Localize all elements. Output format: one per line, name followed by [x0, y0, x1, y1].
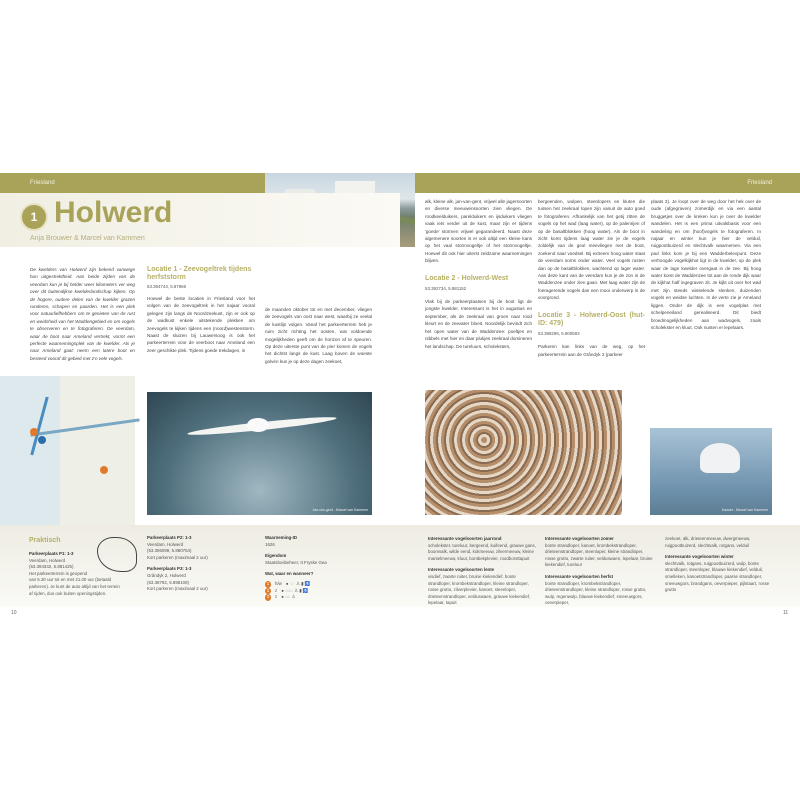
flock-photo: [425, 390, 622, 515]
chapter-title: Holwerd: [54, 196, 173, 229]
coordinates: 53.394743, 5.87966: [147, 284, 187, 289]
symbols-icon: ● ◌◌ ♙: [281, 594, 296, 600]
header-bar-left: [0, 173, 265, 193]
location-number: 3: [266, 594, 270, 600]
label: Wat, waar en wanneer?: [265, 571, 314, 577]
line: Kort parkeren (maximaal 2 uur): [147, 554, 208, 560]
gannet-photo: [147, 392, 372, 515]
parking-p2-p3: [147, 535, 257, 593]
region-label: Friesland: [30, 180, 55, 186]
chapter-number: 1: [20, 203, 48, 231]
location-heading: Locatie 1 - Zeevogeltrek tijdens herfststorm: [147, 266, 252, 281]
gannet-body: [247, 418, 269, 432]
line: parkeren). Je kunt de auto altijd van het terrein: [29, 583, 120, 589]
location-number: 1: [266, 580, 270, 586]
species-list: slechtvalk, rotgans, ruigpootbuizerd, wulp, bonte strandloper, steenloper, blauwe kiekendief, velduil, smelleken, kanoetstrandloper, paarse strandloper, sneeuwgors, brandgans, oeverpieper, pijlstaart, rosse grutto: [665, 560, 770, 593]
species-title: Interessante vogelsoorten jaarrond: [428, 536, 502, 541]
location-text: Hoewel de beste locaties in Friesland voor het volgen van de zeevogeltrek in het najaar vooral gelegen zijn langs de Noordzeekust, zijn er ook op de wadkust enkele uitstekende plekken om zeevogels te kijken tijdens een (noord)westenstorm. Naast de sluizen bij Lauwersoog is ook het parkeerterrein voor de veerboot naar Ameland een zeer geschikte plek. Tijdens goede trekdagen, in: [147, 296, 255, 353]
coordinates: 53.392734, 5.881152: [425, 285, 467, 291]
legend-row: [265, 581, 385, 588]
line: Veerdam, Holwerd: [147, 541, 184, 547]
header-bar-right: [415, 173, 800, 193]
location-heading: Locatie 2 - Holwerd-West: [425, 274, 509, 282]
parking-icon[interactable]: [38, 436, 46, 444]
legend-row: [265, 594, 385, 601]
right-column-2: [538, 198, 645, 358]
parking-title: Parkeerplaats P3: 1-3: [147, 566, 192, 572]
bird: [700, 443, 740, 473]
season: z: [275, 594, 278, 600]
parking-title: Parkeerplaats P1: 1-3: [29, 551, 74, 556]
line: van 5.30 uur tot en met 21.00 uur (betaald: [29, 577, 112, 583]
region-label: Friesland: [747, 180, 772, 186]
marker-icon[interactable]: [30, 428, 38, 436]
line: (53.394342, 5.881425): [29, 564, 74, 570]
species-list: bonte strandloper, kanoet, krombekstrandloper, drieteenstrandloper, steenloper, kleine strandloper, rosse grutto, zwarte ruiter, velduswaen, lepelaar, bruine kiekendief, tureluur: [545, 542, 653, 568]
info-block: [265, 535, 385, 601]
page-number-right: 11: [783, 610, 789, 616]
species-list: zeekoet, alk, drieteenmeeuw, dwergmeeuw, ruigpootbuizerd, slechtvalk, rotgans, velduil: [665, 536, 751, 548]
photo-caption: Jan-van-gent - Marcel van Kammen: [312, 508, 368, 512]
location-number: 2: [266, 587, 270, 593]
species-title: Interessante vogelsoorten herfst: [545, 573, 614, 579]
line: Grândyk 2, Holwerd: [147, 572, 186, 578]
species-col-1: [428, 536, 536, 607]
legend-table: [265, 581, 385, 601]
location-text: Parkeren kan links van de weg, op het parkeerterrein aan de Grândyk 2 (parkeer: [538, 344, 645, 357]
line: af rijden, dus ook buiten openingstijden.: [29, 590, 107, 596]
line: (53.396099, 5.880754): [147, 548, 192, 554]
species-list: bonte strandloper, krombekstrandloper, drieteenstrandloper, kleine strandloper, rosse grutto, wulp, regenwulp, blauwe kiekendief, smeeuwgors, oeverpieper,: [545, 580, 647, 606]
species-title: Interessante vogelsoorten lente: [428, 567, 495, 573]
location-text: Vlak bij de parkeerplaatsen bij de boot ligt de jongste kwelder. Interessant is het in augustus en september, als de zeekraal van groen naar rood kleurt en de zeeaster bloeit. Noordelijk bevindt zich het open water van de Waddenzee: poeltjes en nibbels met hier en daar plukjes zeekraal domineren het landschap. De tureluurs, scholeksters,: [425, 299, 532, 349]
location-heading: Locatie 3 - Holwerd-Oost (hut-ID: 479): [538, 311, 645, 327]
practical-title: Praktisch: [29, 537, 61, 544]
owner: Staatsbosbeheer, It Fryske Gea: [265, 559, 327, 565]
right-column-1: [425, 198, 532, 350]
line: Het parkeerterrein is geopend: [29, 570, 88, 576]
location-1: [147, 266, 255, 354]
parking-p1: [29, 551, 139, 597]
species-list: scholekster, tureluur, bergeend, kuifeend, grauwe gans, boomvalk, wilde eend, kokmeeuw, zilvermeeuw, kleine mantelmeeuw, kluut, bontbekplevier, roodborsttapuit: [428, 542, 536, 561]
text: bergeenden, wulpen, steenlopers en kluten die tussen het zeekraal lopen zijn vanuit de auto goed te fotograferen. Afhankelijk van het getij zitten de vogels op het wad (laag water), op de palenrijen of op de basaltblokken (hoog water). Als de boot in zicht komt tijdens laag water zie je de vogels zoldelijk van de geul meevliegen met de boot, zoekend naar voedsel. Bij extreem hoog water staat de veerdam soms onder water. Veel vogels rusten dan op de basaltblokken, wachtend op lager water. Aan deze kant van de veerdam kun je de zon in de Waddenzee onder zien gaan. Met laag water zijn de foeragerende vogels dan een mooi onderwerp in de voorgrond.: [538, 199, 645, 301]
right-column-3: plaats 3). Je loopt over de weg door het hek over de oude (afgegraven) zomerdijk en via een aantal bruggetjes over de kreken kun je over de kwelder wandelen. Het is een prima uitvalsbasis voor een wandeling en om (hoof)vogels te fotograferen. In najaar en winter kun je hier de velduil, ruigpootbuizerd en slechtvalk waarnemen. Via een pad links kom je bij een Wadderbelevpunt. Deze verhoogde vogelkijkhut ligt in de kwelder, op de plek waar de lage kwelder overgaat in de zee. Bij hoog water komt de Waddenzee tot aan de ronde dijk waar de kijkhut half ingegraven zit. Je kijkt uit over het wad met zijn steeds wisselende slenken, duizenden vogels en weidse luchten. In de verte zie je Ameland liggen. Onder de dijk is een vogelplas met schelpeneiland gerealiseerd. Dit biedt broedmogelijkheden aan wadvogels, zoals scholekster en kluut. Ook nusten er lepelaars.: [651, 199, 761, 330]
line: Kort parkeren (maximaal 2 uur): [147, 586, 208, 592]
species-col-2: [545, 536, 653, 607]
season: h/w: [275, 580, 282, 586]
intro-text: De kwelders van Holwerd zijn bekend vanwege hun uitgestrektheid. Aan beide zijden van de veerdam kun je bij helder weer kilometers ver weg over dit buitendijkse kwelderlandschap kijken. Op de hogere, oudere delen van de kwelder grazen runderen, schapen en paarden. Het is een plek voor natuurliefhebbers om te genieten van de rust en weidsheid van het Waddengebied en om vogels te observeren en te fotograferen. De veerdam, waar de boot naar Ameland vertrekt, vormt een perfecte waarnemingsplek van de kwelder. Als je naar Ameland gaat: neem een latere boot en besteed vooraf dit gebied met z'n vele vogels.: [30, 267, 135, 361]
label: Waarneming-ID: [265, 535, 298, 540]
parking-title: Parkeerplaats P2: 1-3: [147, 535, 192, 540]
photo-caption: Kanoet - Marcel van Kammen: [721, 508, 768, 512]
species-col-3: [665, 536, 773, 594]
species-title: Interessante vogelsoorten zomer: [545, 536, 614, 541]
authors: Anja Brouwer & Marcel van Kammen: [30, 235, 145, 242]
line: Veerdam, Holwerd: [29, 557, 66, 563]
species-title: Interessante vogelsoorten winter: [665, 554, 734, 560]
area-map[interactable]: [0, 376, 135, 526]
tern-photo: [650, 428, 772, 515]
season: z: [275, 587, 278, 593]
symbols-icon: ● ◌◌◌ ♙ ▮ ♿: [281, 587, 309, 593]
waarneming-id: 1626: [265, 541, 275, 547]
coordinates: 53.388296, 5.900583: [538, 330, 580, 336]
text: alk, kleine alk, jan-van-gent, vrijwel alle jagersoorten en diverse meeuwensoorten zien vliegen. De roodkeelduikers, parelduikers en ijsduikers vliegen vaak iets verder uit de kust, maar zijn er tijdens 'goede' stormen vrijwel gegarandeerd. Naast deze algemenere soorten is er ook altijd een kleine kans op het vaal stormvogeltje of het stormvogeltje. Hoewel dit ook hier uiterst zeldzame waarnemingen blijven.: [425, 199, 532, 264]
label: Eigendom: [265, 553, 287, 559]
page-number-left: 10: [11, 610, 17, 616]
line: (53.38792, 5.898108): [147, 579, 189, 585]
legend-row: [265, 588, 385, 595]
location-1-continued: de maanden oktober tot en met december, vliegen de zeevogels van oost naar west, waarbij ze veelal de kustlijn volgen. Vanaf het parkeerterrein heb je ruim zicht richting het oosten, wat voldoende mogelijkheden geeft om de horizon af te speuren. Op deze uiterste punt van de pier komen de vogels het dichtst langs de kust. Laag boven de woeste golven kun je op deze dagen zeekoet,: [265, 307, 372, 364]
symbols-icon: ● ◌ ♙ ▮ ♿: [285, 580, 311, 586]
species-list: visdief, zwarte ruiter, bruine kiekendief, bonte strandloper, krombekstrandloper, kleine strandloper, rosse grutto, zilverplevier, kanoet, steenloper, drieteenstrandloper, velduswaen, grauwe kiekendief, lepelaar, tapuit: [428, 573, 531, 606]
marker-icon[interactable]: [100, 466, 108, 474]
